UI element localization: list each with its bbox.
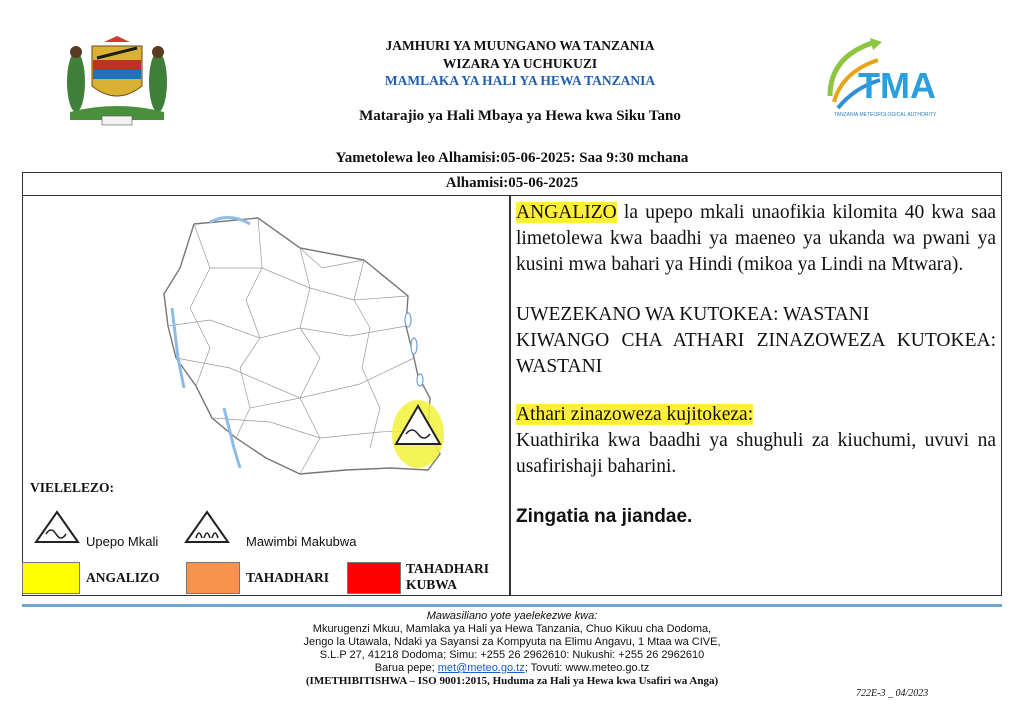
impact-level-text: KIWANGO CHA ATHARI ZINAZOWEZA KUTOKEA: WASTANI: [516, 330, 996, 377]
footer-address-2: Jengo la Utawala, Ndaki ya Sayansi za Kompyuta na Elimu Angavu, 1 Mtaa wa CIVE,: [303, 636, 721, 648]
footer-heading: Mawasiliano yote yaelekezwe kwa:: [426, 610, 598, 622]
tma-logo-text: TMA: [858, 65, 936, 106]
warning-statement: [516, 200, 996, 278]
large-waves-label: Mawimbi Makubwa: [246, 534, 357, 549]
warning-panel: [516, 200, 996, 530]
footer-divider: [22, 604, 1002, 607]
tanzania-region-map: [150, 208, 470, 500]
footer-contact: [180, 662, 844, 675]
column-divider: [509, 195, 511, 596]
republic-name: JAMHURI YA MUUNGANO WA TANZANIA: [385, 38, 655, 53]
email-link[interactable]: met@meteo.go.tz: [437, 662, 525, 674]
impacts-heading: Athari zinazoweza kujitokeza:: [516, 404, 754, 425]
email-prefix: Barua pepe;: [374, 662, 438, 674]
advice-text: Zingatia na jiandae.: [516, 506, 693, 527]
footer-address-3: S.L.P 27, 41218 Dodoma; Simu: +255 26 2962610: Nukushi: +255 26 2962610: [319, 649, 705, 661]
level-yellow-swatch: [22, 562, 80, 594]
footer-address-1: Mkurugenzi Mkuu, Mamlaka ya Hali ya Hewa Tanzania, Chuo Kikuu cha Dodoma,: [312, 623, 712, 635]
document-id: 722E-3 _ 04/2023: [856, 688, 929, 699]
forecast-date: Alhamisi:05-06-2025: [22, 172, 1002, 196]
strong-wind-label: Upepo Mkali: [86, 534, 159, 549]
impacts-text: Kuathirika kwa baadhi ya shughuli za kiuchumi, uvuvi na usafirishaji baharini.: [516, 430, 996, 477]
level-orange-label: TAHADHARI: [246, 570, 330, 585]
tma-logo-subtext: TANZANIA METEOROLOGICAL AUTHORITY: [834, 112, 937, 118]
level-yellow-label: ANGALIZO: [86, 570, 160, 585]
coat-of-arms-emblem: [62, 36, 172, 128]
level-orange-swatch: [186, 562, 240, 594]
level-red-swatch: [347, 562, 401, 594]
large-waves-icon: [184, 510, 230, 544]
level-red-label-line2: KUBWA: [406, 577, 458, 592]
legend-title: VIELELEZO:: [30, 480, 115, 495]
level-red-label-line1: TAHADHARI: [406, 561, 490, 576]
authority-name: MAMLAKA YA HALI YA HEWA TANZANIA: [384, 73, 656, 88]
warning-text: la upepo mkali unaofikia kilomita 40 kwa saa limetolewa kwa baadhi ya maeneo ya ukanda wa pwani ya kusini mwa bahari ya Hindi (mikoa ya Lindi na Mtwara).: [516, 202, 996, 275]
bulletin-title: Matarajio ya Hali Mbaya ya Hewa kwa Siku Tano: [359, 108, 681, 124]
website-text: ; Tovuti: www.meteo.go.tz: [524, 662, 650, 674]
level-red-label: [406, 561, 489, 593]
warning-level-word: ANGALIZO: [516, 202, 617, 223]
certification-text: (IMETHIBITISHWA – ISO 9001:2015, Huduma za Hali ya Hewa kwa Usafiri wa Anga): [305, 675, 719, 687]
tma-logo: [820, 36, 960, 120]
ministry-name: WIZARA YA UCHUKUZI: [442, 56, 598, 71]
strong-wind-icon: [34, 510, 80, 544]
issued-datetime: Yametolewa leo Alhamisi:05-06-2025: Saa 9:30 mchana: [335, 150, 689, 166]
likelihood-text: UWEZEKANO WA KUTOKEA: WASTANI: [516, 304, 870, 325]
